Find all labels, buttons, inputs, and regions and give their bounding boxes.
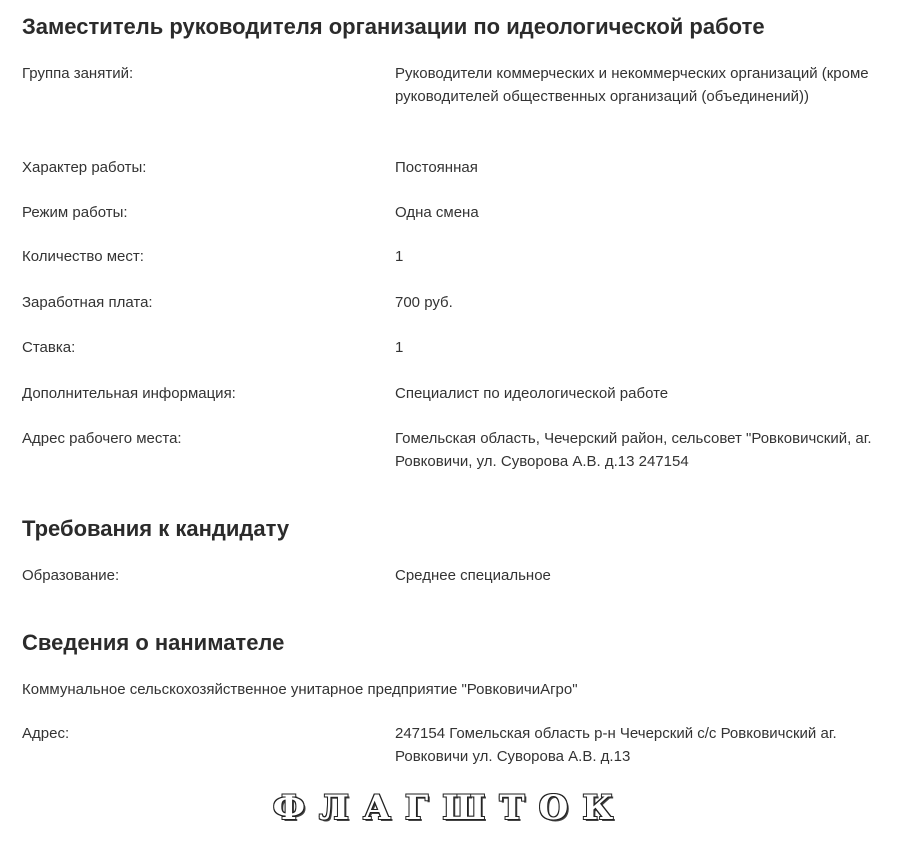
field-label-occupation-group: Группа занятий: <box>22 65 134 82</box>
field-label-workplace-address: Адрес рабочего места: <box>22 430 182 447</box>
field-value-additional-info: Специалист по идеологической работе <box>395 385 669 402</box>
field-label-rate: Ставка: <box>22 339 76 356</box>
field-value-work-schedule: Одна смена <box>395 204 479 221</box>
field-value-workplace-address: Гомельская область, Чечерский район, сельсовет "Ровковичский, аг. Ровковичи, ул. Суворова А.В. д.13 247154 <box>395 430 872 470</box>
field-label-education: Образование: <box>22 567 120 584</box>
field-value-work-type: Постоянная <box>395 159 478 176</box>
field-label-additional-info: Дополнительная информация: <box>22 385 236 402</box>
field-label-positions-count: Количество мест: <box>22 248 144 265</box>
requirements-title: Требования к кандидату <box>22 516 290 541</box>
field-label-salary: Заработная плата: <box>22 294 153 311</box>
field-value-rate: 1 <box>395 339 404 356</box>
employer-name: Коммунальное сельскохозяйственное унитарное предприятие "РовковичиАгро" <box>22 681 578 698</box>
field-value-employer-address: 247154 Гомельская область р-н Чечерский с/с Ровковичский аг. Ровковичи ул. Суворова А.В. д.13 <box>395 725 837 765</box>
field-value-occupation-group: Руководители коммерческих и некоммерческих организаций (кроме руководителей общественных организаций (объединений)) <box>395 65 869 105</box>
field-label-employer-address: Адрес: <box>22 725 70 742</box>
field-value-salary: 700 руб. <box>395 294 453 311</box>
vacancy-title: Заместитель руководителя организации по идеологической работе <box>22 14 765 39</box>
field-label-work-type: Характер работы: <box>22 159 147 176</box>
field-value-positions-count: 1 <box>395 248 404 265</box>
field-label-work-schedule: Режим работы: <box>22 204 128 221</box>
field-value-education: Среднее специальное <box>395 567 551 584</box>
watermark-logo: ФЛАГШТОК <box>272 788 628 828</box>
employer-title: Сведения о нанимателе <box>22 630 285 655</box>
